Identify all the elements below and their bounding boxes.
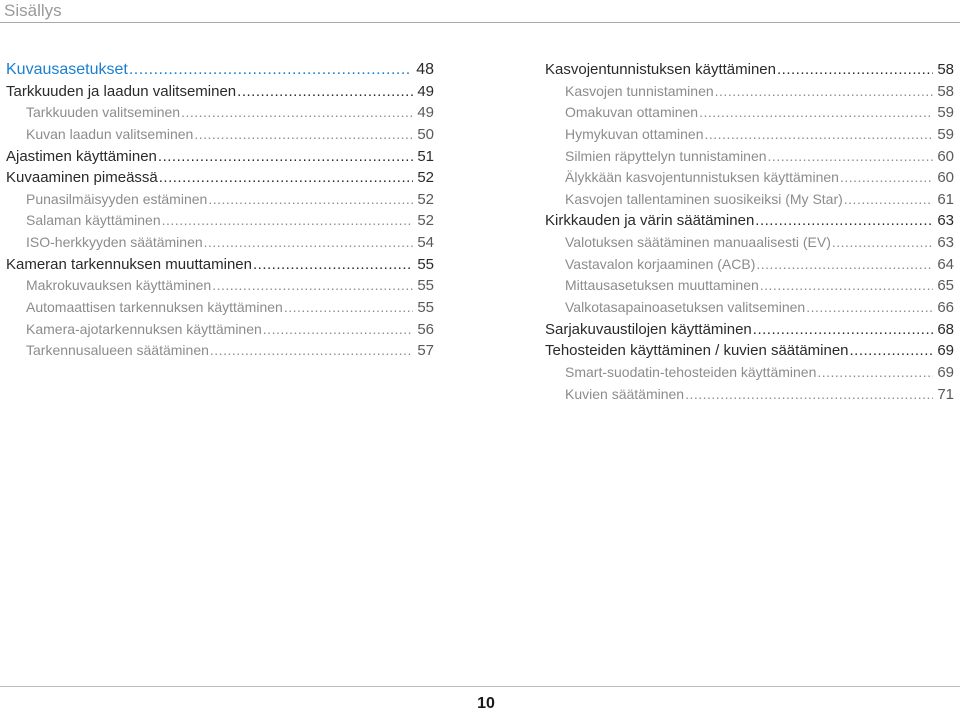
toc-entry-page: 49 (417, 82, 434, 100)
toc-leader (760, 275, 934, 297)
toc-entry[interactable] (6, 319, 434, 341)
toc-entry[interactable] (545, 384, 954, 406)
page-title: Sisällys (4, 1, 62, 20)
toc-leader (768, 146, 934, 168)
toc-entry[interactable] (6, 59, 434, 81)
toc-entry-page: 58 (937, 61, 954, 78)
toc-leader (817, 362, 933, 384)
toc-entry[interactable] (6, 189, 434, 211)
toc-entry[interactable] (6, 102, 434, 124)
toc-entry-title: Punasilmäisyyden estäminen (26, 190, 208, 207)
toc-entry-title: Hymykuvan ottaminen (565, 125, 704, 142)
toc-entry-page: 56 (417, 320, 434, 338)
toc-entry[interactable] (545, 81, 954, 103)
toc-leader (263, 319, 414, 341)
toc-leader (204, 232, 414, 254)
toc-entry-title: Sarjakuvaustilojen käyttäminen (545, 320, 752, 338)
toc-leader (699, 102, 933, 124)
toc-entry-page: 54 (417, 234, 434, 252)
toc-entry-title: Automaattisen tarkennuksen käyttäminen (26, 299, 283, 316)
toc-entry[interactable] (6, 275, 434, 297)
toc-leader (158, 146, 413, 168)
toc-leader (194, 124, 413, 146)
toc-leader (806, 297, 933, 319)
toc-entry-page: 66 (937, 299, 954, 317)
toc-entry-page: 48 (416, 61, 434, 78)
toc-entry-page: 69 (937, 342, 954, 360)
toc-entry-title: Salaman käyttäminen (26, 212, 161, 229)
toc-leader (756, 254, 933, 276)
toc-entry-page: 50 (417, 125, 434, 143)
toc-leader (850, 340, 934, 362)
toc-entry[interactable] (545, 102, 954, 124)
toc-entry-page: 55 (417, 255, 434, 273)
toc-entry-page: 60 (937, 169, 954, 187)
toc-entry[interactable] (6, 81, 434, 103)
toc-entry[interactable] (6, 124, 434, 146)
toc-entry-title: Kasvojentunnistuksen käyttäminen (545, 61, 776, 78)
toc-entry-page: 51 (417, 147, 434, 165)
toc-entry-page: 59 (937, 125, 954, 143)
toc-entry-page: 65 (937, 277, 954, 295)
toc-entry-title: Kirkkauden ja värin säätäminen (545, 212, 755, 230)
toc-entry-page: 55 (417, 299, 434, 317)
toc-column-left (6, 59, 434, 362)
toc-leader (755, 210, 933, 232)
toc-entry-title: Kuvausasetukset (6, 61, 128, 78)
toc-leader (159, 167, 414, 189)
toc-entry-page: 61 (937, 190, 954, 208)
toc-entry-title: Ajastimen käyttäminen (6, 147, 157, 165)
toc-entry-page: 49 (417, 104, 434, 122)
toc-entry[interactable] (545, 297, 954, 319)
toc-leader (237, 81, 413, 103)
toc-leader (685, 384, 933, 406)
toc-entry-page: 52 (417, 169, 434, 187)
toc-entry[interactable] (6, 254, 434, 276)
toc-entry-title: Tarkkuuden valitseminen (26, 104, 181, 121)
toc-entry[interactable] (6, 210, 434, 232)
toc-leader (840, 167, 933, 189)
toc-entry[interactable] (545, 59, 954, 81)
toc-entry[interactable] (545, 232, 954, 254)
toc-leader (129, 59, 412, 81)
toc-entry-page: 60 (937, 147, 954, 165)
toc-entry-page: 55 (417, 277, 434, 295)
toc-entry-title: Makrokuvauksen käyttäminen (26, 277, 212, 294)
toc-leader (162, 210, 414, 232)
toc-entry[interactable] (6, 146, 434, 168)
toc-entry-title: Kasvojen tallentaminen suosikeiksi (My Star) (565, 190, 843, 207)
toc-entry-title: Kuvan laadun valitseminen (26, 125, 194, 142)
toc-entry-title: Kasvojen tunnistaminen (565, 82, 714, 99)
toc-entry-title: Omakuvan ottaminen (565, 104, 699, 121)
toc-entry-page: 71 (937, 385, 954, 403)
toc-entry[interactable] (6, 232, 434, 254)
toc-entry-title: Valotuksen säätäminen manuaalisesti (EV) (565, 234, 831, 251)
toc-entry[interactable] (545, 210, 954, 232)
page-number: 10 (477, 695, 495, 712)
toc-entry[interactable] (545, 340, 954, 362)
toc-leader (715, 81, 934, 103)
toc-leader (753, 319, 934, 341)
toc-entry-title: Valkotasapainoasetuksen valitseminen (565, 299, 806, 316)
toc-entry[interactable] (6, 297, 434, 319)
toc-entry-page: 58 (937, 82, 954, 100)
toc-entry-title: Tarkennusalueen säätäminen (26, 342, 209, 359)
toc-leader (284, 297, 414, 319)
toc-leader (844, 189, 934, 211)
toc-entry-page: 64 (937, 255, 954, 273)
toc-leader (705, 124, 934, 146)
page-header (0, 0, 960, 23)
toc-entry-page: 57 (417, 342, 434, 360)
toc-entry-title: Silmien räpyttelyn tunnistaminen (565, 147, 767, 164)
toc-entry-page: 52 (417, 190, 434, 208)
toc-entry[interactable] (545, 124, 954, 146)
toc-leader (777, 59, 933, 81)
toc-entry[interactable] (545, 275, 954, 297)
toc-leader (212, 275, 413, 297)
toc-entry-title: Vastavalon korjaaminen (ACB) (565, 255, 756, 272)
toc-entry-title: ISO-herkkyyden säätäminen (26, 234, 203, 251)
toc-entry-title: Kamera-ajotarkennuksen käyttäminen (26, 320, 262, 337)
toc-entry-page: 63 (937, 234, 954, 252)
toc-leader (208, 189, 413, 211)
toc-entry[interactable] (545, 146, 954, 168)
toc-entry[interactable] (545, 189, 954, 211)
toc-entry[interactable] (545, 167, 954, 189)
toc-entry[interactable] (545, 362, 954, 384)
toc-entry[interactable] (6, 167, 434, 189)
toc-entry-page: 69 (937, 363, 954, 381)
toc-leader (181, 102, 413, 124)
toc-entry-title: Tehosteiden käyttäminen / kuvien säätäminen (545, 342, 849, 360)
toc-entry[interactable] (545, 319, 954, 341)
toc-column-right (545, 59, 954, 405)
toc-entry-page: 63 (937, 212, 954, 230)
toc-entry-page: 68 (937, 320, 954, 338)
toc-leader (253, 254, 413, 276)
page-footer (0, 686, 960, 716)
toc-entry-title: Mittausasetuksen muuttaminen (565, 277, 759, 294)
toc-entry[interactable] (6, 340, 434, 362)
toc-entry-title: Kuvien säätäminen (565, 385, 685, 402)
toc-entry-page: 59 (937, 104, 954, 122)
toc-entry-title: Älykkään kasvojentunnistuksen käyttäminen (565, 169, 839, 186)
toc-leader (210, 340, 413, 362)
toc-entry-page: 52 (417, 212, 434, 230)
toc-entry-title: Tarkkuuden ja laadun valitseminen (6, 82, 237, 100)
toc-entry-title: Kameran tarkennuksen muuttaminen (6, 255, 252, 273)
toc-entry[interactable] (545, 254, 954, 276)
toc-leader (832, 232, 933, 254)
toc-entry-title: Smart-suodatin-tehosteiden käyttäminen (565, 363, 817, 380)
toc-entry-title: Kuvaaminen pimeässä (6, 169, 158, 187)
